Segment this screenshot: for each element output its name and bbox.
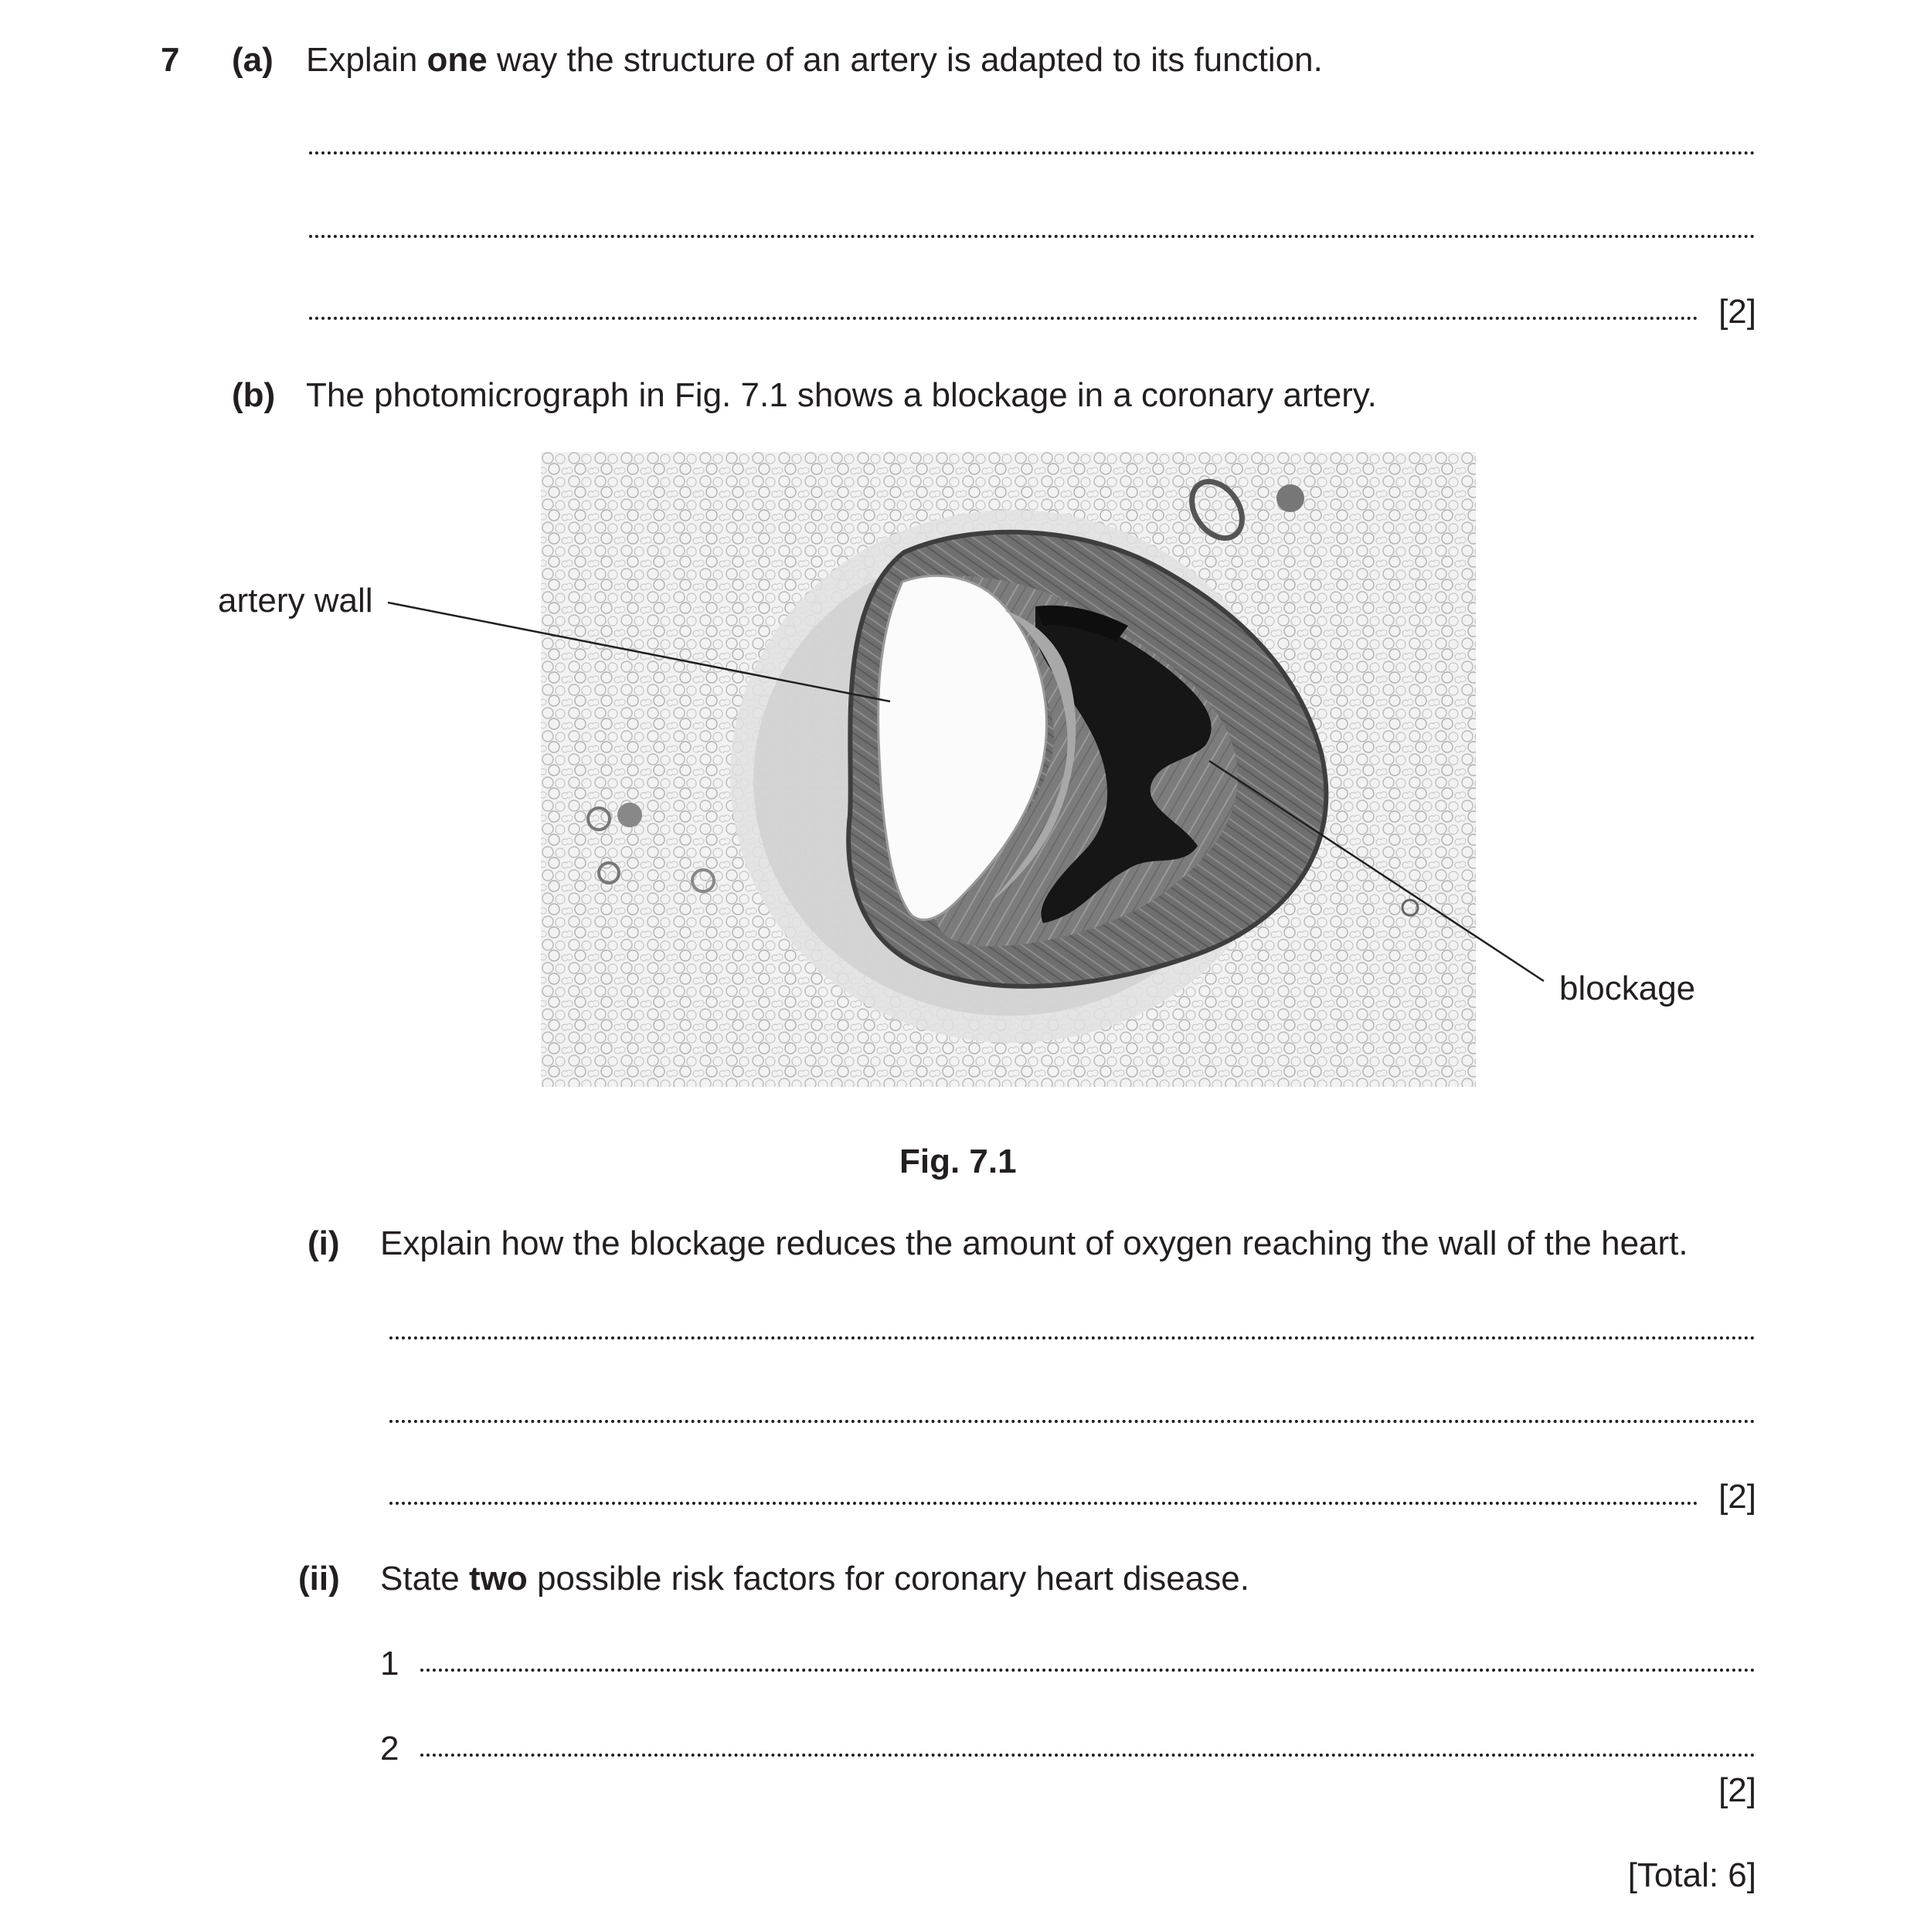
part-b-i-label: (i) [308, 1224, 340, 1262]
blockage-leader [1209, 761, 1544, 981]
marks-a: [2] [1718, 293, 1756, 331]
part-a-label: (a) [232, 41, 274, 79]
answer-line-bi3[interactable] [389, 1502, 1698, 1505]
answer-line-risk-1[interactable] [420, 1669, 1756, 1672]
part-b-i-prompt: Explain how the blockage reduces the amount of oxygen reaching the wall of the heart. [380, 1224, 1688, 1262]
label-blockage: blockage [1559, 969, 1696, 1007]
answer-line-risk-2[interactable] [420, 1754, 1756, 1757]
figure-caption: Fig. 7.1 [899, 1143, 1017, 1180]
part-b-label: (b) [232, 376, 276, 414]
question-number: 7 [161, 41, 180, 79]
risk-factor-2-number: 2 [380, 1730, 399, 1767]
part-b-ii-prompt: State two possible risk factors for coronary heart disease. [380, 1560, 1249, 1598]
risk-factor-1-number: 1 [380, 1645, 399, 1682]
part-a-prompt: Explain one way the structure of an artery is adapted to its function. [306, 41, 1323, 79]
answer-line-bi1[interactable] [389, 1336, 1756, 1339]
label-artery-wall: artery wall [218, 582, 373, 620]
part-b-prompt: The photomicrograph in Fig. 7.1 shows a blockage in a coronary artery. [306, 376, 1377, 414]
marks-b-ii: [2] [1718, 1771, 1756, 1809]
answer-line-bi2[interactable] [389, 1420, 1756, 1423]
marks-b-i: [2] [1718, 1478, 1756, 1516]
part-b-ii-label: (ii) [298, 1560, 340, 1598]
total-marks: [Total: 6] [1627, 1856, 1756, 1894]
artery-wall-leader [388, 603, 890, 701]
